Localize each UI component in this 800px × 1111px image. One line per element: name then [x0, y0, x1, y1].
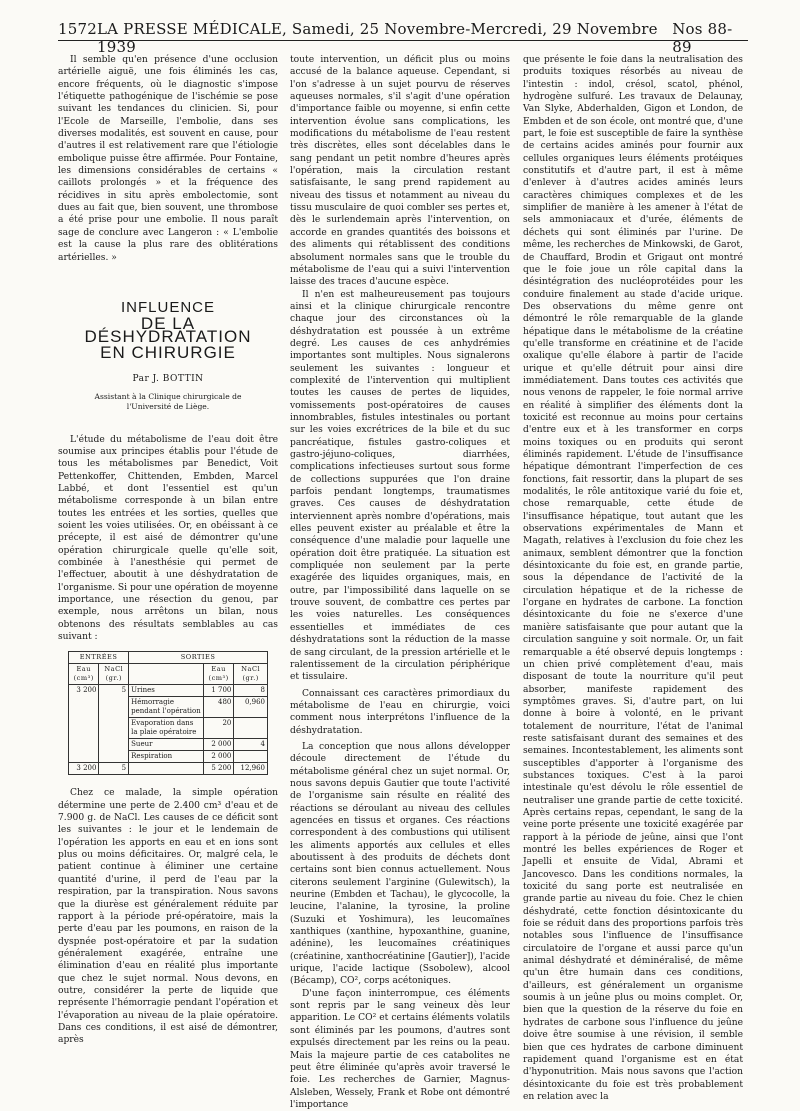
entrees-header: ENTRÉES	[69, 652, 129, 664]
table-header-row	[69, 652, 268, 664]
intro-paragraph: Il semble qu'en présence d'une occlusion artérielle aiguë, une fois éliminés les cas, encore fréquents, où le diagnostic s'impose l'étiquette pathogénique de l'ischémie se pose suivant les tendances du clinicien. Si, pour l'Ecole de Marseille, l'embolie, dans ses diverses modalités, est souvent en cause, pour d'autres il est relativement rare que l'étiologie embolique puisse être affirmée. Pour Fontaine, les dimensions considérables de certains « caillots prolongés » et la fréquence des récidives in situ après embolectomie, sont dues au fait que, bien souvent, une thrombose a été prise pour une embolie. Il nous paraît sage de conclure avec Langeron : « L'embolie est la cause la plus rare des oblitérations artérielles. »	[58, 55, 278, 263]
page-number: 1572	[58, 20, 97, 38]
row-label: Respiration	[129, 751, 204, 763]
table-total-row	[69, 763, 268, 775]
row-eau: 20	[203, 718, 233, 739]
article-title-line-3: EN CHIRURGIE	[100, 342, 236, 362]
header-rule	[58, 40, 748, 41]
article-title-line-1: INFLUENCE	[120, 298, 215, 316]
row-eau: 480	[203, 697, 233, 718]
author-affiliation: Assistant à la Clinique chirurgicale de l'Université de Liège.	[94, 391, 242, 411]
row-label: Hémorragie pendant l'opération	[129, 697, 204, 718]
row-eau: 2 000	[203, 751, 233, 763]
row-nacl	[234, 751, 268, 763]
total-out-nacl: 12,960	[234, 763, 268, 775]
paragraph: D'une façon ininterrompue, ces éléments sont repris par le sang veineux dès leur apparition. Le CO² et certains éléments volatils sont éliminés par les poumons, d'autres sont expulsés directement par les reins ou la peau. Mais la majeure partie de ces catabolites ne peut être éliminée qu'après avoir traversé le foie. Les recherches de Garnier, Magnus-Alsleben, Wessely, Frank et Robe ont démontré l'importance	[290, 988, 510, 1110]
col-label	[129, 664, 204, 685]
col-eau-in: Eau (cm³)	[69, 664, 99, 685]
table-row	[69, 685, 268, 697]
row-nacl: 4	[234, 739, 268, 751]
paragraph: Connaissant ces caractères primordiaux du métabolisme de l'eau en chirurgie, voici comment nous interprétons l'influence de la déshydratation.	[290, 688, 510, 736]
col-nacl-out: NaCl (gr.)	[234, 664, 268, 685]
total-label	[129, 763, 204, 775]
issue-number: Nos 88-89	[672, 20, 733, 56]
row-nacl: 8	[234, 685, 268, 697]
row-nacl: 0,960	[234, 697, 268, 718]
column-2	[290, 54, 510, 1111]
in-nacl: 5	[99, 685, 129, 763]
total-in-nacl: 5	[99, 763, 129, 775]
paragraph: La conception que nous allons développer découle directement de l'étude du métabolisme général chez un sujet normal. Or, nous savons depuis Gautier que toute l'activité de l'organisme sain résulte en réalité des réactions se déroulant au niveau des cellules agencées en tissus et organes. Ces réactions correspondent à des combustions qui utilisent les aliments apportés aux cellules et elles aboutissent à des produits de déchets dont certains sont bien connus actuellement. Nous citerons seulement l'arginine (Gulewitsch), la neurine (Embden et Tachau), le glycocolle, la leucine, l'alanine, la tyrosine, la proline (Suzuki et Yoshimura), les leucomaïnes xanthiques (xanthine, hypoxanthine, guanine, adénine), les leucomaïnes créatiniques (créatinine, xanthocréatinine [Gautier]), l'acide urique, l'acide lactique (Ssobolew), alcool (Bécamp), CO², corps acétoniques.	[290, 741, 510, 987]
col-nacl-in: NaCl (gr.)	[99, 664, 129, 685]
balance-table	[68, 651, 268, 775]
paragraph: Chez ce malade, la simple opération détermine une perte de 2.400 cm³ d'eau et de 7.900 g. de NaCl. Les causes de ce déficit sont les suivantes : le jour et le lendemain de l'opération les apports en eau et en ions sont plus ou moins déficitaires. Or, malgré cela, le patient continue à éliminer une certaine quantité d'urine, il perd de l'eau par la respiration, par la transpiration. Nous savons que la diurèse est généralement réduite par rapport à la période pré-opératoire, mais la perte d'eau par les poumons, en raison de la dyspnée post-opératoire et par la sudation généralement exagérée, entraîne une élimination d'eau en réalité plus importante que chez le sujet normal. Nous devons, en outre, considérer la perte de liquide que représente l'hémorragie pendant l'opération et l'évaporation au niveau de la plaie opératoire. Dans ces conditions, il est aisé de démontrer, après	[58, 788, 278, 1046]
row-label: Sueur	[129, 739, 204, 751]
row-eau: 1 700	[203, 685, 233, 697]
column-1	[58, 54, 278, 1047]
row-label: Urines	[129, 685, 204, 697]
column-3	[523, 54, 743, 1103]
article-author: Par J. BOTTIN	[132, 374, 204, 385]
article-title-line-2: DE LA DÉSHYDRATATION	[84, 314, 252, 346]
row-label: Evaporation dans la plaie opératoire	[129, 718, 204, 739]
table-subheader-row	[69, 664, 268, 685]
in-eau: 3 200	[69, 685, 99, 763]
sorties-header: SORTIES	[129, 652, 268, 664]
row-eau: 2 000	[203, 739, 233, 751]
row-nacl	[234, 718, 268, 739]
col-eau-out: Eau (cm³)	[203, 664, 233, 685]
paragraph: Il n'en est malheureusement pas toujours ainsi et la clinique chirurgicale rencontre chaque jour des circonstances où la déshydratation est poussée à un extrême degré. Les causes de ces anhydrémies importantes sont multiples. Nous signalerons seulement les suivantes : longueur et complexité de l'intervention qui multiplient toutes les causes de pertes de liquides, vomissements post-opératoires de causes innombrables, fistules intestinales ou portant sur les voies excrétrices de la bile et du suc pancréatique, fistules gastro-coliques et gastro-jéjuno-coliques, diarrhées, complications infectieuses surtout sous forme de collections suppurées que l'on draine parfois pendant longtemps, traumatismes graves. Ces causes de déshydratation interviennent après nombre d'opérations, mais elles peuvent exister au préalable et être la conséquence d'une maladie pour laquelle une opération doit être pratiquée. La situation est compliquée non seulement par la perte exagérée des liquides organiques, mais, en outre, par l'impossibilité dans laquelle on se trouve souvent, de combattre ces pertes par les voies naturelles. Les conséquences essentielles et immédiates de ces déshydratations sont la réduction de la masse de sang circulant, de la pression artérielle et le ralentissement de la circulation périphérique et tissulaire.	[290, 289, 510, 683]
paragraph: toute intervention, un déficit plus ou moins accusé de la balance aqueuse. Cependant, si l'on s'adresse à un sujet pourvu de réserves aqueuses normales, s'il s'agit d'une opération d'importance faible ou moyenne, si enfin cette intervention évolue sans complications, les modifications du métabolisme de l'eau restent très discrètes, elles sont décelables dans le sang pendant un petit nombre d'heures après l'opération, mais la circulation restant satisfaisante, le sang prend rapidement au niveau des tissus et notamment au niveau du tissu musculaire de quoi combler ses pertes et, dès le surlendemain après l'intervention, on accorde en grandes quantités des boissons et des aliments qui rétablissent des conditions absolument normales sans que le trouble du métabolisme de l'eau qui a suivi l'intervention laisse des traces d'aucune espèce.	[290, 55, 510, 288]
total-out-eau: 5 200	[203, 763, 233, 775]
paragraph: que présente le foie dans la neutralisation des produits toxiques résorbés au niveau de l'intestin : indol, crésol, scatol, phénol, hydrogène sulfuré. Les travaux de Delaunay, Van Slyke, Abderhalden, Gigon et London, de Embden et de son école, ont montré que, d'une part, le foie est susceptible de faire la synthèse de certains acides aminés pour fournir aux cellules organiques leurs éléments protéiques constitutifs et d'autre part, il est à même d'enlever à d'autres acides aminés leurs caractères chimiques complexes et de les simplifier de manière à les amener à l'état de sels ammoniacaux et d'urée, éléments de déchets qui sont éliminés par l'urine. De même, les recherches de Minkowski, de Garot, de Chauffard, Brodin et Grigaut ont montré que le foie joue un rôle capital dans la désintégration des nucléoprotéides pour les conduire finalement au stade d'acide urique. Des observations du même genre ont démontré le rôle remarquable de la glande hépatique dans le métabolisme de la créatine qu'elle transforme en créatinine et de l'acide oxalique qu'elle élabore à partir de l'acide urique et qu'elle détruit pour ainsi dire immédiatement. Dans toutes ces activités que nous venons de rappeler, le foie normal arrive en réalité à simplifier des éléments dont la toxicité est reconnue au moins pour certains d'entre eux et à les transformer en corps moins toxiques ou en produits qui seront éliminés rapidement. L'étude de l'insuffisance hépatique démontrant l'imperfection de ces fonctions, fait ressortir, dans la plupart de ses modalités, le rôle antitoxique varié du foie et, chose remarquable, cette étude de l'insuffisance hépatique, tout autant que les observations expérimentales de Mann et Magath, relatives à l'exclusion du foie chez les animaux, semblent démontrer que la fonction désintoxicante du foie est, en grande partie, sous la dépendance de l'activité de la circulation hépatique et de la richesse de l'organe en hydrates de carbone. La fonction désintoxicante du foie ne s'exerce d'une manière satisfaisante que pour autant que la circulation sanguine y soit normale. Or, un fait remarquable a été observé depuis longtemps : un chien privé complètement d'eau, mais disposant de toute la nourriture qu'il peut absorber, manifeste rapidement des symptômes graves. Si, d'autre part, on lui donne à boire à volonté, en le privant totalement de nourriture, l'état de l'animal reste satisfaisant durant des semaines et des semaines. Incontestablement, les aliments sont susceptibles d'apporter à l'organisme des substances toxiques. C'est à la paroi intestinale qu'est dévolu le rôle essentiel de neutraliser une grande partie de cette toxicité. Après certains repas, cependant, le sang de la veine porte présente une toxicité exagérée par rapport à la période de jeûne, ainsi que l'ont montré les belles expériences de Roger et Japelli et ensuite de Vidal, Abrami et Jancovesco. Dans les conditions normales, la toxicité du sang porte est neutralisée en grande partie au niveau du foie. Chez le chien déshydraté, cette fonction désintoxicante du foie se réduit dans des proportions parfois très notables sous l'influence de l'insuffisance circulatoire de l'organe et aussi parce qu'un animal déshydraté et déminéralisé, de même qu'un être humain dans ces conditions, d'ailleurs, est généralement un organisme soumis à un jeûne plus ou moins complet. Or, bien que la question de la réserve du foie en hydrates de carbone sous l'influence du jeûne doive être soumise à une révision, il semble bien que ces hydrates de carbone diminuent rapidement quand l'organisme est en état d'hyponutrition. Mais nous savons que l'action désintoxicante du foie est très probablement en relation avec la	[523, 55, 743, 1102]
journal-line: LA PRESSE MÉDICALE, Samedi, 25 Novembre-Mercredi, 29 Novembre 1939	[96, 20, 658, 56]
article-title-block	[58, 298, 278, 412]
page-header	[58, 20, 748, 56]
paragraph: L'étude du métabolisme de l'eau doit être soumise aux principes établis pour l'étude de tous les métabolismes par Benedict, Voit Pettenkoffer, Chittenden, Embden, Marcel Labbé, et dont l'essentiel est qu'un métabolisme corresponde à un bilan entre toutes les entrées et les sorties, quelles que soient les voies utilisées. Or, en obéissant à ce précepte, il est aisé de démontrer qu'une opération chirurgicale quelle qu'elle soit, combinée à l'anesthésie qui permet de l'effectuer, aboutit à une déshydratation de l'organisme. Si pour une opération de moyenne importance, une résection du genou, par exemple, nous arrêtons un bilan, nous obtenons des résultats semblables au cas suivant :	[58, 434, 278, 643]
total-in-eau: 3 200	[69, 763, 99, 775]
